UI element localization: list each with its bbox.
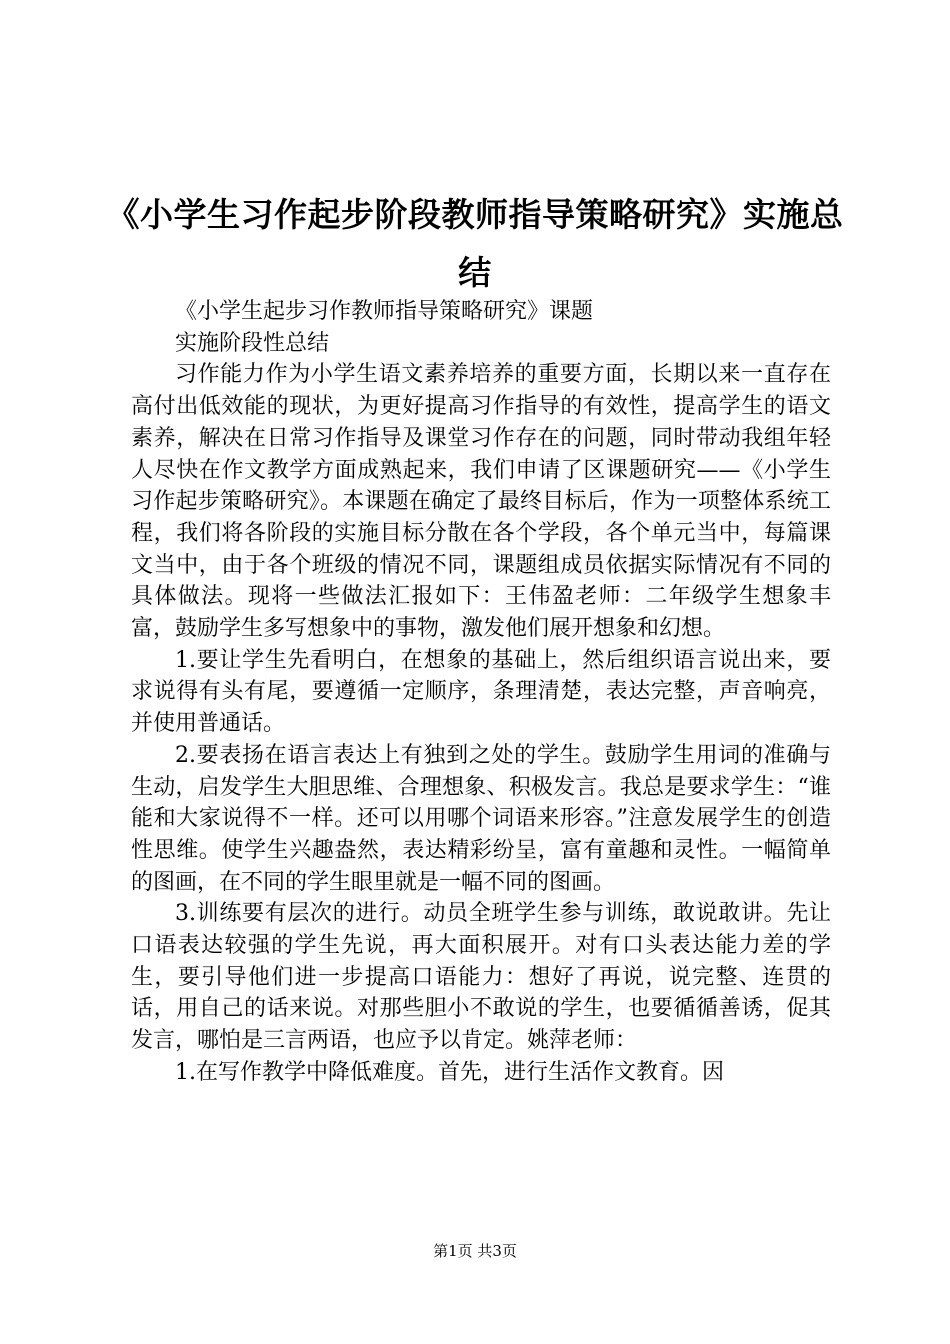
page-footer: 第1页 共3页	[433, 1242, 517, 1260]
subtitle-line-1: 《小学生起步习作教师指导策略研究》课题	[175, 299, 594, 324]
document-title: 《小学生习作起步阶段教师指导策略研究》实施总结	[106, 195, 844, 292]
paragraph: 1.在写作教学中降低难度。首先，进行生活作文教育。因	[175, 1059, 724, 1085]
paragraph: 2.要表扬在语言表达上有独到之处的学生。鼓励学生用词的准确与生动，启发学生大胆思维、合理想象、积极发言。我总是要求学生：“谁能和大家说得不一样。还可以用哪个词语来形容。”注意发展学生的创造性思维。使学生兴趣盎然，表达精彩纷呈，富有童趣和灵性。一幅简单的图画，在不同的学生眼里就是一幅不同的图画。	[131, 742, 831, 895]
paragraph: 1.要让学生先看明白，在想象的基础上，然后组织语言说出来，要求说得有头有尾，要遵循一定顺序，条理清楚，表达完整，声音响亮，并使用普通话。	[131, 647, 831, 737]
paragraph: 习作能力作为小学生语文素养培养的重要方面，长期以来一直存在高付出低效能的现状，为更好提高习作指导的有效性，提高学生的语文素养，解决在日常习作指导及课堂习作存在的问题，同时带动我组年轻人尽快在作文教学方面成熟起来，我们申请了区课题研究——《小学生习作起步策略研究》。本课题在确定了最终目标后，作为一项整体系统工程，我们将各阶段的实施目标分散在各个学段，各个单元当中，每篇课文当中，由于各个班级的情况不同，课题组成员依据实际情况有不同的具体做法。现将一些做法汇报如下：王伟盈老师：二年级学生想象丰富，鼓励学生多写想象中的事物，激发他们展开想象和幻想。	[131, 362, 831, 642]
document-body	[131, 296, 831, 1089]
subtitle-line-2: 实施阶段性总结	[175, 330, 330, 356]
paragraph: 3.训练要有层次的进行。动员全班学生参与训练，敢说敢讲。先让口语表达较强的学生先说，再大面积展开。对有口头表达能力差的学生，要引导他们进一步提高口语能力：想好了再说，说完整、连贯的话，用自己的话来说。对那些胆小不敢说的学生，也要循循善诱，促其发言，哪怕是三言两语，也应予以肯定。姚萍老师：	[131, 901, 831, 1054]
